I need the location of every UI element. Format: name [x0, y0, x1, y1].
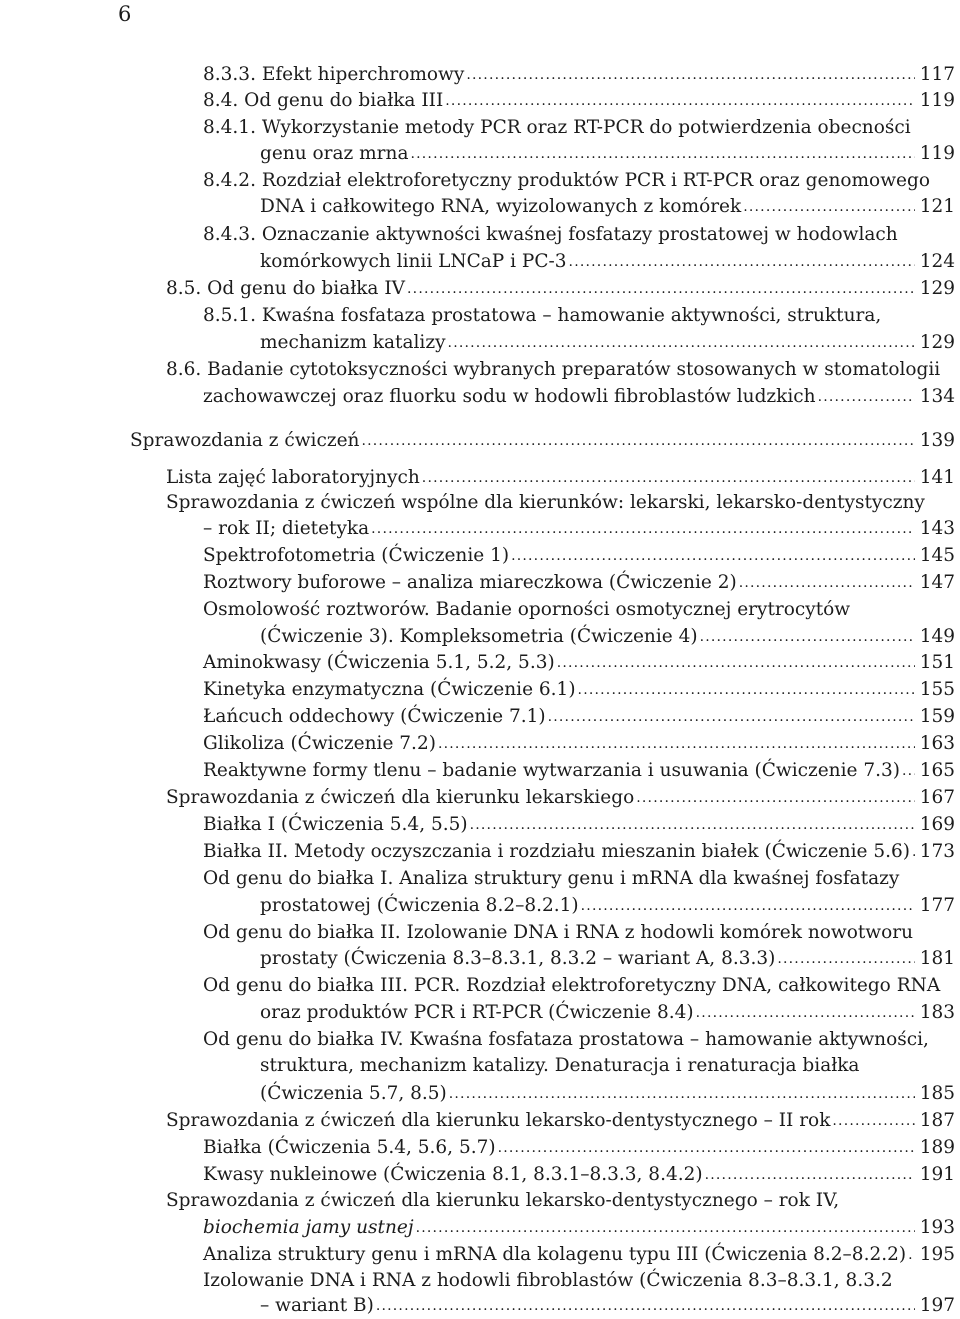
toc-entry[interactable]: [203, 839, 955, 865]
dot-leader: [498, 1134, 915, 1161]
toc-entry-title: genu oraz mrna: [260, 143, 409, 164]
toc-entry-title-line: Osmolowość roztworów. Badanie oporności osmotycznej erytrocytów: [203, 599, 851, 620]
toc-entry-page: 173: [919, 841, 955, 862]
toc-entry[interactable]: [203, 1135, 955, 1161]
toc-entry[interactable]: [203, 704, 955, 730]
toc-entry-title-line: Sprawozdania z ćwiczeń wspólne dla kierunków: lekarski, lekarsko-dentystyczny: [166, 492, 925, 513]
toc-entry[interactable]: [166, 465, 955, 491]
toc-entry-title-line: struktura, mechanizm katalizy. Denaturacja i renaturacja białka: [260, 1055, 860, 1076]
toc-entry[interactable]: [260, 1081, 955, 1107]
dot-leader: [581, 892, 915, 919]
toc-entry-title-line: Od genu do białka IV. Kwaśna fosfataza prostatowa – hamowanie aktywności,: [203, 1029, 929, 1050]
toc-entry[interactable]: [260, 249, 955, 275]
dot-leader: [700, 623, 915, 650]
toc-entry-title: 8.5. Od genu do białka IV: [166, 278, 406, 299]
toc-entry-page: 134: [919, 386, 955, 407]
dot-leader: [557, 649, 915, 676]
toc-entry[interactable]: [166, 785, 955, 811]
toc-entry-title: – rok II; dietetyka: [203, 518, 370, 539]
toc-entry-page: 195: [919, 1244, 955, 1265]
toc-entry-title: komórkowych linii LNCaP i PC-3: [260, 251, 567, 272]
toc-entry-title-line: 8.4.3. Oznaczanie aktywności kwaśnej fosfatazy prostatowej w hodowlach: [203, 224, 898, 245]
toc-entry[interactable]: [260, 194, 955, 220]
toc-entry-title: 8.3.3. Efekt hiperchromowy: [203, 64, 465, 85]
toc-entry-title: oraz produktów PCR i RT-PCR (Ćwiczenie 8.4): [260, 1002, 694, 1023]
page-number: 6: [118, 2, 132, 26]
toc-entry-page: 169: [919, 814, 955, 835]
toc-entry-title: Analiza struktury genu i mRNA dla kolagenu typu III (Ćwiczenia 8.2–8.2.2): [203, 1244, 907, 1265]
toc-entry-page: 129: [919, 278, 955, 299]
toc-entry-page: 183: [919, 1002, 955, 1023]
toc-entry[interactable]: [203, 62, 955, 88]
toc-entry-page: 185: [919, 1083, 955, 1104]
toc-entry-title: Glikoliza (Ćwiczenie 7.2): [203, 733, 436, 754]
toc-entry[interactable]: [203, 650, 955, 676]
toc-entry-title: prostaty (Ćwiczenia 8.3–8.3.1, 8.3.2 – wariant A, 8.3.3): [260, 948, 776, 969]
toc-entry-title: zachowawczej oraz fluorku sodu w hodowli fibroblastów ludzkich: [203, 386, 816, 407]
dot-leader: [371, 515, 915, 542]
toc-entry-title: Spektrofotometria (Ćwiczenie 1): [203, 545, 510, 566]
dot-leader: [361, 427, 915, 454]
toc-entry-title: DNA i całkowitego RNA, wyizolowanych z komórek: [260, 196, 742, 217]
toc-entry-page: 147: [919, 572, 955, 593]
toc-entry-title: biochemia jamy ustnej: [203, 1217, 414, 1238]
dot-leader: [912, 838, 915, 865]
dot-leader: [705, 1161, 915, 1188]
toc-entry[interactable]: [203, 1242, 955, 1268]
toc-entry-title: Kwasy nukleinowe (Ćwiczenia 8.1, 8.3.1–8.3.3, 8.4.2): [203, 1164, 703, 1185]
dot-leader: [548, 703, 915, 730]
toc-entry-title-line: Sprawozdania z ćwiczeń dla kierunku lekarsko-dentystycznego – rok IV,: [166, 1190, 840, 1211]
toc-entry-page: 129: [919, 332, 955, 353]
toc-entry-title-line: 8.4.2. Rozdział elektroforetyczny produktów PCR i RT-PCR oraz genomowego: [203, 170, 930, 191]
toc-entry-title-line: 8.4.1. Wykorzystanie metody PCR oraz RT-PCR do potwierdzenia obecności: [203, 117, 911, 138]
toc-entry-page: 187: [919, 1110, 955, 1131]
toc-entry[interactable]: [203, 570, 955, 596]
dot-leader: [438, 730, 915, 757]
toc-entry-title: prostatowej (Ćwiczenia 8.2–8.2.1): [260, 895, 579, 916]
dot-leader: [818, 383, 915, 410]
toc-entry-page: 145: [919, 545, 955, 566]
dot-leader: [511, 542, 915, 569]
toc-entry-page: 167: [919, 787, 955, 808]
dot-leader: [449, 1080, 915, 1107]
toc-entry[interactable]: [260, 1293, 955, 1319]
dot-leader: [908, 1241, 915, 1268]
toc-entry-title: Sprawozdania z ćwiczeń: [130, 430, 360, 451]
dot-leader: [376, 1292, 915, 1319]
toc-entry-title-line: 8.5.1. Kwaśna fosfataza prostatowa – hamowanie aktywności, struktura,: [203, 305, 882, 326]
toc-entry-page: 165: [919, 760, 955, 781]
toc-entry-page: 151: [919, 652, 955, 673]
toc-entry[interactable]: [260, 141, 955, 167]
toc-entry[interactable]: [203, 516, 955, 542]
toc-entry-title: Kinetyka enzymatyczna (Ćwiczenie 6.1): [203, 679, 576, 700]
toc-entry-title: (Ćwiczenia 5.7, 8.5): [260, 1083, 447, 1104]
dot-leader: [902, 757, 915, 784]
toc-entry-title: – wariant B): [260, 1295, 374, 1316]
toc-entry-page: 117: [919, 64, 955, 85]
dot-leader: [743, 193, 915, 220]
dot-leader: [777, 945, 915, 972]
toc-entry-page: 189: [919, 1137, 955, 1158]
dot-leader: [739, 569, 915, 596]
toc-entry-page: 139: [919, 430, 955, 451]
toc-entry-title: (Ćwiczenie 3). Kompleksometria (Ćwiczenie 4): [260, 626, 698, 647]
dot-leader: [470, 811, 915, 838]
toc-entry-title: Lista zajęć laboratoryjnych: [166, 467, 420, 488]
dot-leader: [569, 248, 915, 275]
toc-entry[interactable]: [203, 731, 955, 757]
toc-entry[interactable]: [260, 893, 955, 919]
toc-entry-page: 197: [919, 1295, 955, 1316]
toc-entry-title: Reaktywne formy tlenu – badanie wytwarzania i usuwania (Ćwiczenie 7.3): [203, 760, 900, 781]
toc-entry[interactable]: [203, 384, 955, 410]
toc-entry-page: 149: [919, 626, 955, 647]
toc-entry-title-line: Od genu do białka III. PCR. Rozdział elektroforetyczny DNA, całkowitego RNA: [203, 975, 941, 996]
toc-entry[interactable]: [203, 88, 955, 114]
toc-entry[interactable]: [203, 758, 955, 784]
toc-section-heading[interactable]: [130, 428, 955, 454]
dot-leader: [445, 87, 915, 114]
dot-leader: [422, 464, 915, 491]
dot-leader: [578, 676, 915, 703]
toc-entry[interactable]: [203, 1162, 955, 1188]
toc-entry-page: 119: [919, 90, 955, 111]
toc-entry[interactable]: [260, 624, 955, 650]
dot-leader: [696, 999, 915, 1026]
toc-entry[interactable]: [203, 543, 955, 569]
toc-entry[interactable]: [166, 1108, 955, 1134]
toc-entry-title: Białka I (Ćwiczenia 5.4, 5.5): [203, 814, 468, 835]
dot-leader: [636, 784, 915, 811]
toc-entry[interactable]: [203, 1215, 955, 1241]
toc-entry[interactable]: [260, 946, 955, 972]
toc-entry-page: 181: [919, 948, 955, 969]
toc-entry-page: 141: [919, 467, 955, 488]
dot-leader: [407, 275, 915, 302]
toc-entry-title: Białka (Ćwiczenia 5.4, 5.6, 5.7): [203, 1137, 496, 1158]
toc-entry-title: Roztwory buforowe – analiza miareczkowa (Ćwiczenie 2): [203, 572, 737, 593]
toc-entry[interactable]: [260, 330, 955, 356]
toc-entry[interactable]: [260, 1000, 955, 1026]
toc-entry-title-line: 8.6. Badanie cytotoksyczności wybranych preparatów stosowanych w stomatologii: [166, 359, 941, 380]
toc-entry-page: 119: [919, 143, 955, 164]
toc-entry-title: Sprawozdania z ćwiczeń dla kierunku lekarsko-dentystycznego – II rok: [166, 1110, 831, 1131]
dot-leader: [410, 140, 915, 167]
toc-entry[interactable]: [166, 276, 955, 302]
toc-entry-title: Białka II. Metody oczyszczania i rozdziału mieszanin białek (Ćwiczenie 5.6): [203, 841, 910, 862]
toc-entry-page: 159: [919, 706, 955, 727]
toc-entry-page: 163: [919, 733, 955, 754]
toc-entry-page: 191: [919, 1164, 955, 1185]
dot-leader: [466, 61, 915, 88]
dot-leader: [448, 329, 915, 356]
toc-entry-title: 8.4. Od genu do białka III: [203, 90, 444, 111]
toc-entry-title-line: Izolowanie DNA i RNA z hodowli fibroblastów (Ćwiczenia 8.3–8.3.1, 8.3.2: [203, 1270, 893, 1291]
toc-entry-title: Łańcuch oddechowy (Ćwiczenie 7.1): [203, 706, 546, 727]
toc-entry-page: 121: [919, 196, 955, 217]
toc-entry-page: 155: [919, 679, 955, 700]
toc-entry-page: 177: [919, 895, 955, 916]
toc-entry-page: 143: [919, 518, 955, 539]
dot-leader: [832, 1107, 915, 1134]
toc-entry[interactable]: [203, 677, 955, 703]
toc-entry-page: 124: [919, 251, 955, 272]
toc-entry-title: Sprawozdania z ćwiczeń dla kierunku lekarskiego: [166, 787, 635, 808]
toc-entry-title: mechanizm katalizy: [260, 332, 446, 353]
toc-entry-title-line: Od genu do białka II. Izolowanie DNA i RNA z hodowli komórek nowotworu: [203, 922, 914, 943]
toc-entry-title-line: Od genu do białka I. Analiza struktury genu i mRNA dla kwaśnej fosfatazy: [203, 868, 900, 889]
toc-entry[interactable]: [203, 812, 955, 838]
dot-leader: [416, 1214, 915, 1241]
toc-entry-page: 193: [919, 1217, 955, 1238]
toc-entry-title: Aminokwasy (Ćwiczenia 5.1, 5.2, 5.3): [203, 652, 555, 673]
